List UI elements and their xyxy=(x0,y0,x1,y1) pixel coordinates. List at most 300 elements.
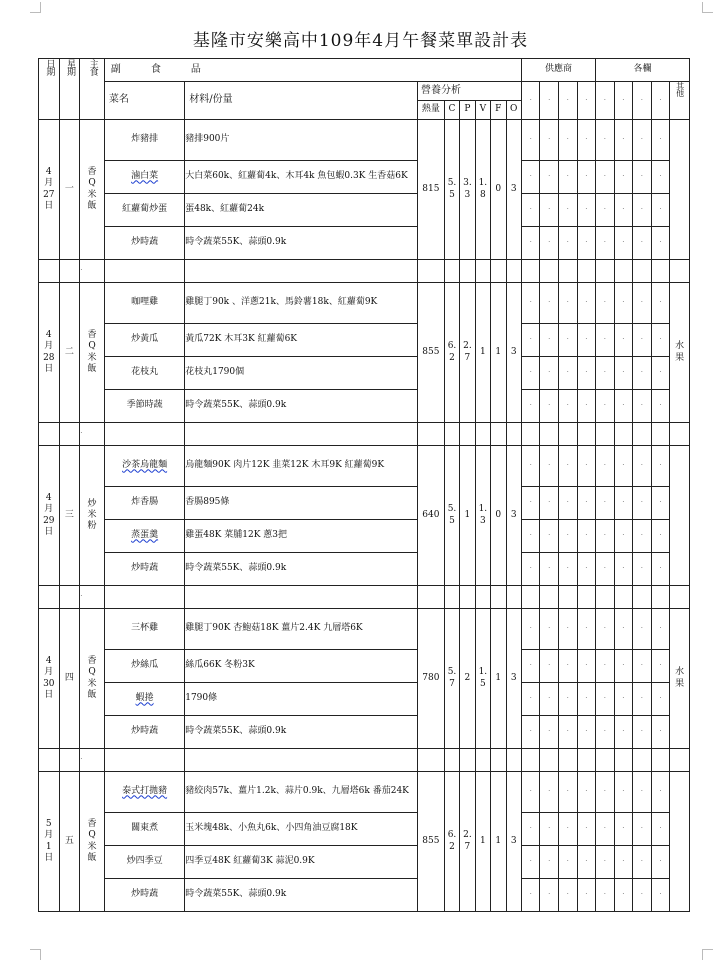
separator-cell xyxy=(59,260,80,283)
stacked-char: 炒 xyxy=(87,498,97,509)
number-part: 1 xyxy=(495,672,502,683)
check-cell: · xyxy=(596,879,615,912)
fruit-cell xyxy=(670,609,690,749)
check-cell: · xyxy=(633,446,652,487)
check-cell: · xyxy=(651,609,670,650)
menu-row xyxy=(39,227,690,260)
dish-name-text: 三杯雞 xyxy=(131,623,159,634)
check-cell: · xyxy=(521,813,540,846)
separator-cell xyxy=(651,586,670,609)
check-cell: · xyxy=(577,283,596,324)
staple-cell xyxy=(80,772,105,912)
number-part: 2 xyxy=(464,672,471,683)
number-part: 3 xyxy=(510,835,517,846)
check-cell: · xyxy=(596,772,615,813)
check-cell: · xyxy=(521,716,540,749)
dish-name-text: 泰式打拋豬 xyxy=(122,786,168,797)
check-cell: · xyxy=(596,227,615,260)
nutrition-o-cell xyxy=(506,446,521,586)
weekday-cell: 三 xyxy=(59,446,80,586)
check-cell: · xyxy=(577,846,596,879)
day-unit: 日 xyxy=(44,363,54,374)
separator-cell xyxy=(59,423,80,446)
nutrition-p-cell xyxy=(460,446,475,586)
check-cell: · xyxy=(614,650,633,683)
dish-name xyxy=(104,120,184,161)
separator-cell xyxy=(491,423,506,446)
dish-name-text: 炒黃瓜 xyxy=(131,334,159,345)
separator-cell xyxy=(596,586,615,609)
o-header: O xyxy=(506,101,521,120)
check-cell: · xyxy=(596,520,615,553)
separator-cell xyxy=(521,586,540,609)
separator-cell xyxy=(185,423,418,446)
stacked-char: 飯 xyxy=(87,852,97,863)
check-cell: · xyxy=(540,283,559,324)
check-cell: · xyxy=(633,283,652,324)
separator-cell xyxy=(475,423,490,446)
nutrition-header: 營養分析 xyxy=(418,82,522,101)
check-cell: · xyxy=(521,283,540,324)
check-cell: · xyxy=(577,553,596,586)
separator-cell xyxy=(521,423,540,446)
check-cell: · xyxy=(633,357,652,390)
check-cell: · xyxy=(521,487,540,520)
day-number: 1 xyxy=(45,841,52,852)
check-col-header: · xyxy=(614,82,633,120)
check-cell: · xyxy=(596,487,615,520)
number-part: 1. xyxy=(478,667,488,678)
check-cell: · xyxy=(521,227,540,260)
check-cell: · xyxy=(577,609,596,650)
check-cell: · xyxy=(614,390,633,423)
header-row-1 xyxy=(39,59,690,82)
date-cell xyxy=(39,120,60,260)
check-cell: · xyxy=(577,194,596,227)
c-header: C xyxy=(444,101,459,120)
month-unit: 月 xyxy=(44,830,54,841)
dish-name-text: 咖哩雞 xyxy=(131,297,159,308)
month-unit: 月 xyxy=(44,178,54,189)
separator-cell xyxy=(670,586,690,609)
menu-row xyxy=(39,120,690,161)
check-cell: · xyxy=(596,390,615,423)
check-cell: · xyxy=(651,194,670,227)
check-cell: · xyxy=(633,520,652,553)
check-cell: · xyxy=(596,446,615,487)
check-cell: · xyxy=(540,683,559,716)
separator-row xyxy=(39,586,690,609)
separator-cell xyxy=(418,260,445,283)
check-col-header: · xyxy=(577,82,596,120)
calories-header: 熱量 xyxy=(418,101,445,120)
stacked-char: 米 xyxy=(87,841,97,852)
separator-cell xyxy=(521,749,540,772)
check-cell: · xyxy=(596,161,615,194)
check-cell: · xyxy=(651,879,670,912)
separator-cell xyxy=(559,749,578,772)
remark-header: 各欄 xyxy=(596,59,690,82)
page-title: 基隆市安樂高中109年4月午餐菜單設計表 xyxy=(192,31,529,51)
separator-cell xyxy=(491,260,506,283)
separator-cell xyxy=(460,423,475,446)
check-col-header: · xyxy=(521,82,540,120)
check-cell: · xyxy=(651,520,670,553)
menu-row xyxy=(39,161,690,194)
separator-cell xyxy=(577,260,596,283)
dish-ingredients: 花枝丸1790個 xyxy=(185,357,418,390)
separator-cell xyxy=(506,260,521,283)
menu-row xyxy=(39,846,690,879)
check-cell: · xyxy=(614,879,633,912)
nutrition-v-cell xyxy=(475,120,490,260)
fruit-cell xyxy=(670,446,690,586)
check-cell: · xyxy=(559,161,578,194)
stacked-char: Q xyxy=(88,667,96,678)
check-cell: · xyxy=(521,446,540,487)
separator-cell xyxy=(540,586,559,609)
check-cell: · xyxy=(540,553,559,586)
dish-name xyxy=(104,194,184,227)
menu-row xyxy=(39,487,690,520)
check-cell: · xyxy=(559,772,578,813)
separator-cell xyxy=(104,749,184,772)
separator-cell xyxy=(475,749,490,772)
check-col-header: · xyxy=(651,82,670,120)
separator-cell xyxy=(577,749,596,772)
dish-name xyxy=(104,390,184,423)
dish-name xyxy=(104,520,184,553)
check-cell: · xyxy=(633,846,652,879)
month-unit: 月 xyxy=(44,504,54,515)
nutrition-p-cell xyxy=(460,772,475,912)
day-number: 29 xyxy=(43,515,55,526)
check-cell: · xyxy=(577,161,596,194)
separator-cell xyxy=(418,586,445,609)
check-cell: · xyxy=(559,324,578,357)
check-cell: · xyxy=(559,283,578,324)
stacked-char: Q xyxy=(88,341,96,352)
date-cell xyxy=(39,446,60,586)
menu-row xyxy=(39,357,690,390)
separator-cell xyxy=(651,749,670,772)
dish-ingredients: 黃瓜72K 木耳3K 紅蘿蔔6K xyxy=(185,324,418,357)
separator-cell xyxy=(521,260,540,283)
check-cell: · xyxy=(521,553,540,586)
day-unit: 日 xyxy=(44,526,54,537)
nutrition-o-cell xyxy=(506,772,521,912)
nutrition-p-cell xyxy=(460,283,475,423)
menu-row xyxy=(39,283,690,324)
page-corner-mark xyxy=(702,2,713,13)
dish-name-text: 蝦捲 xyxy=(135,693,154,704)
dish-ingredients: 雞蛋48K 菜脯12K 蔥3把 xyxy=(185,520,418,553)
check-cell: · xyxy=(521,846,540,879)
check-cell: · xyxy=(633,716,652,749)
dish-name xyxy=(104,879,184,912)
separator-cell xyxy=(506,749,521,772)
check-cell: · xyxy=(540,227,559,260)
separator-cell xyxy=(614,423,633,446)
page-corner-mark xyxy=(30,949,41,960)
separator-cell xyxy=(670,749,690,772)
check-cell: · xyxy=(614,716,633,749)
calories-cell: 855 xyxy=(418,283,445,423)
dish-ingredients: 四季豆48K 紅蘿蔔3K 蒜泥0.9K xyxy=(185,846,418,879)
stacked-char: 香 xyxy=(87,819,97,829)
check-cell: · xyxy=(540,487,559,520)
nutrition-f-cell xyxy=(491,283,506,423)
nutrition-v-cell xyxy=(475,446,490,586)
number-part: 7 xyxy=(464,841,471,852)
check-cell: · xyxy=(540,650,559,683)
dish-ingredients: 烏龍麵90K 肉片12K 韭菜12K 木耳9K 紅蘿蔔9K xyxy=(185,446,418,487)
dish-name-header: 菜名 xyxy=(104,82,184,120)
dish-name-text: 炒時蔬 xyxy=(131,237,159,248)
number-part: 6. xyxy=(447,341,457,352)
weekday-cell: 四 xyxy=(59,609,80,749)
check-cell: · xyxy=(633,161,652,194)
check-cell: · xyxy=(633,324,652,357)
separator-cell xyxy=(418,423,445,446)
check-cell: · xyxy=(559,487,578,520)
number-part: 3 xyxy=(510,672,517,683)
dish-ingredients: 大白菜60k、紅蘿蔔4k、木耳4k 魚包蝦0.3K 生香菇6K xyxy=(185,161,418,194)
dish-ingredients: 雞腿丁90k 、洋蔥21k、馬鈴薯18k、紅蘿蔔9K xyxy=(185,283,418,324)
dish-name-text: 季節時蔬 xyxy=(126,400,163,411)
check-cell: · xyxy=(633,120,652,161)
dish-name-text: 炒時蔬 xyxy=(131,563,159,574)
page-corner-mark xyxy=(30,2,41,13)
check-cell: · xyxy=(651,487,670,520)
stacked-char: Q xyxy=(88,178,96,189)
menu-row xyxy=(39,772,690,813)
separator-cell xyxy=(614,260,633,283)
check-cell: · xyxy=(577,120,596,161)
separator-cell xyxy=(104,423,184,446)
dish-name xyxy=(104,227,184,260)
check-cell: · xyxy=(651,813,670,846)
stacked-char: 米 xyxy=(87,509,97,520)
separator-cell xyxy=(39,749,60,772)
number-part: 5. xyxy=(447,667,457,678)
stacked-char: 果 xyxy=(675,352,685,363)
separator-cell xyxy=(651,423,670,446)
separator-cell xyxy=(491,586,506,609)
number-part: 1 xyxy=(495,346,502,357)
check-cell: · xyxy=(596,650,615,683)
check-cell: · xyxy=(559,194,578,227)
number-part: 2 xyxy=(449,352,455,363)
check-cell: · xyxy=(559,846,578,879)
check-cell: · xyxy=(651,227,670,260)
fruit-cell xyxy=(670,772,690,912)
check-cell: · xyxy=(559,390,578,423)
dish-name xyxy=(104,283,184,324)
dish-ingredients: 時令蔬菜55K、蒜頭0.9k xyxy=(185,879,418,912)
separator-cell xyxy=(59,749,80,772)
nutrition-c-cell xyxy=(444,120,459,260)
stacked-char: 飯 xyxy=(87,363,97,374)
check-cell: · xyxy=(651,161,670,194)
check-cell: · xyxy=(540,520,559,553)
month: 4 xyxy=(45,656,52,666)
check-cell: · xyxy=(614,813,633,846)
separator-cell xyxy=(506,423,521,446)
check-cell: · xyxy=(540,609,559,650)
dish-name xyxy=(104,324,184,357)
check-col-header: · xyxy=(559,82,578,120)
separator-cell xyxy=(59,586,80,609)
check-cell: · xyxy=(614,520,633,553)
separator-cell xyxy=(540,423,559,446)
separator-cell xyxy=(633,260,652,283)
dish-ingredients: 豬排900片 xyxy=(185,120,418,161)
month: 4 xyxy=(45,493,52,503)
check-cell: · xyxy=(540,772,559,813)
nutrition-o-cell xyxy=(506,609,521,749)
nutrition-p-cell xyxy=(460,609,475,749)
check-cell: · xyxy=(633,813,652,846)
dish-ingredients: 1790條 xyxy=(185,683,418,716)
stacked-char: 香 xyxy=(87,330,97,340)
check-cell: · xyxy=(577,487,596,520)
check-cell: · xyxy=(614,487,633,520)
stacked-char: 果 xyxy=(675,678,685,689)
fruit-cell xyxy=(670,283,690,423)
check-cell: · xyxy=(577,446,596,487)
menu-row xyxy=(39,520,690,553)
separator-cell xyxy=(185,749,418,772)
separator-cell xyxy=(104,260,184,283)
check-cell: · xyxy=(521,520,540,553)
dish-ingredients: 蛋48k、紅蘿蔔24k xyxy=(185,194,418,227)
calories-cell: 640 xyxy=(418,446,445,586)
dish-name-text: 花枝丸 xyxy=(131,367,159,378)
separator-cell xyxy=(577,423,596,446)
separator-cell xyxy=(559,586,578,609)
check-cell: · xyxy=(596,716,615,749)
separator-cell xyxy=(540,749,559,772)
check-cell: · xyxy=(596,194,615,227)
page-corner-mark xyxy=(702,949,713,960)
number-part: 3 xyxy=(510,509,517,520)
check-col-header: · xyxy=(596,82,615,120)
month: 4 xyxy=(45,167,52,177)
check-cell: · xyxy=(651,772,670,813)
stacked-char: Q xyxy=(88,830,96,841)
calories-cell: 815 xyxy=(418,120,445,260)
p-header: P xyxy=(460,101,475,120)
check-cell: · xyxy=(540,390,559,423)
check-cell: · xyxy=(633,772,652,813)
separator-cell xyxy=(444,586,459,609)
check-cell: · xyxy=(633,194,652,227)
check-cell: · xyxy=(651,683,670,716)
day-number: 30 xyxy=(43,678,55,689)
check-cell: · xyxy=(577,324,596,357)
nutrition-v-cell xyxy=(475,772,490,912)
dish-ingredients: 時令蔬菜55K、蒜頭0.9k xyxy=(185,227,418,260)
dish-name-text: 炸香腸 xyxy=(131,497,159,508)
check-cell: · xyxy=(596,553,615,586)
check-cell: · xyxy=(559,446,578,487)
staple-cell xyxy=(80,120,105,260)
separator-cell xyxy=(39,423,60,446)
check-cell: · xyxy=(521,609,540,650)
nutrition-v-cell xyxy=(475,283,490,423)
separator-cell: · xyxy=(80,423,105,446)
number-part: 3. xyxy=(463,178,472,189)
other-col-header: 其他 xyxy=(670,82,690,120)
check-cell: · xyxy=(633,683,652,716)
dish-ingredients: 絲瓜66K 冬粉3K xyxy=(185,650,418,683)
nutrition-v-cell xyxy=(475,609,490,749)
number-part: 5. xyxy=(447,504,457,515)
separator-cell xyxy=(596,423,615,446)
separator-row xyxy=(39,260,690,283)
check-cell: · xyxy=(521,161,540,194)
calories-cell: 855 xyxy=(418,772,445,912)
ingredients-header: 材料/份量 xyxy=(185,82,418,120)
weekday-cell: 二 xyxy=(59,283,80,423)
check-cell: · xyxy=(540,161,559,194)
staple-cell xyxy=(80,283,105,423)
stacked-char: 米 xyxy=(87,678,97,689)
check-cell: · xyxy=(521,879,540,912)
check-cell: · xyxy=(596,283,615,324)
check-cell: · xyxy=(559,683,578,716)
separator-cell xyxy=(633,423,652,446)
dish-name xyxy=(104,609,184,650)
check-cell: · xyxy=(614,357,633,390)
check-cell: · xyxy=(614,227,633,260)
check-cell: · xyxy=(559,813,578,846)
date-header: 日期 xyxy=(39,59,60,120)
stacked-char: 米 xyxy=(87,189,97,200)
number-part: 3 xyxy=(464,189,471,200)
separator-cell xyxy=(444,260,459,283)
menu-row xyxy=(39,609,690,650)
dish-name xyxy=(104,683,184,716)
menu-row xyxy=(39,324,690,357)
dish-name xyxy=(104,487,184,520)
menu-row xyxy=(39,683,690,716)
separator-cell xyxy=(475,260,490,283)
number-part: 2 xyxy=(449,841,455,852)
check-cell: · xyxy=(633,879,652,912)
check-cell: · xyxy=(633,227,652,260)
check-cell: · xyxy=(651,324,670,357)
check-cell: · xyxy=(651,553,670,586)
check-cell: · xyxy=(521,650,540,683)
check-cell: · xyxy=(577,357,596,390)
check-cell: · xyxy=(614,446,633,487)
check-cell: · xyxy=(577,772,596,813)
separator-cell xyxy=(559,260,578,283)
header-row-2 xyxy=(39,82,690,101)
check-cell: · xyxy=(596,813,615,846)
number-part: 0 xyxy=(495,509,502,520)
dish-name-text: 蒸蛋羹 xyxy=(131,530,159,541)
check-cell: · xyxy=(559,120,578,161)
stacked-char: 香 xyxy=(87,167,97,177)
check-cell: · xyxy=(651,357,670,390)
separator-cell xyxy=(185,586,418,609)
weekday-cell: 一 xyxy=(59,120,80,260)
dish-name xyxy=(104,716,184,749)
dish-name-text: 炒絲瓜 xyxy=(131,660,159,671)
